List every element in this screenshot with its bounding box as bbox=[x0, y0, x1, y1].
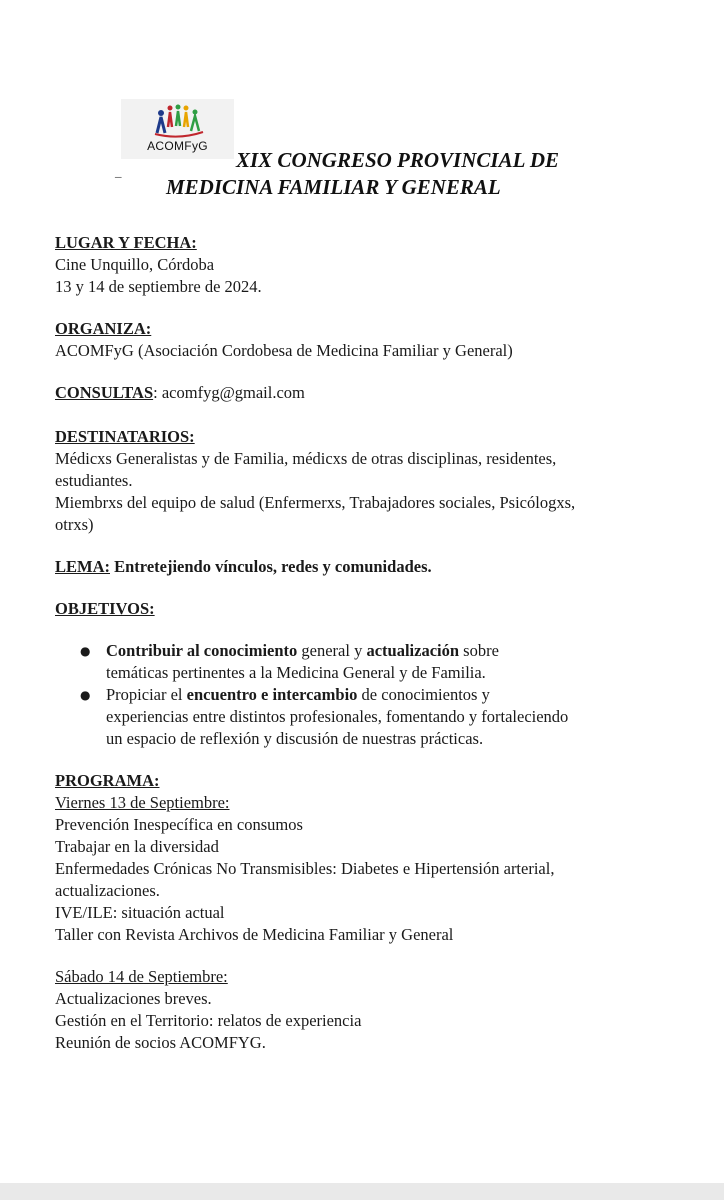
document-title-line1: XIX CONGRESO PROVINCIAL DE bbox=[236, 148, 560, 172]
text: general y bbox=[297, 641, 367, 660]
contact-email: acomfyg@gmail.com bbox=[161, 383, 305, 402]
text-line: Actualizaciones breves. bbox=[55, 989, 212, 1008]
section-objetivos bbox=[55, 598, 695, 750]
section-heading: LEMA: bbox=[55, 557, 110, 576]
separator: : bbox=[153, 383, 162, 402]
section-lugar-fecha bbox=[55, 232, 695, 298]
text-line: actualizaciones. bbox=[55, 881, 160, 900]
day-label: Viernes 13 de Septiembre: bbox=[55, 793, 230, 812]
text-line: ACOMFyG (Asociación Cordobesa de Medicina Familiar y General) bbox=[55, 341, 513, 360]
text-line: Médicxs Generalistas y de Familia, médicxs de otras disciplinas, residentes, bbox=[55, 449, 557, 468]
text: Propiciar el bbox=[106, 685, 187, 704]
section-heading: ORGANIZA: bbox=[55, 319, 152, 338]
title-dash: _ bbox=[115, 164, 122, 179]
logo-text: ACOMFyG bbox=[147, 139, 208, 153]
text-line: estudiantes. bbox=[55, 471, 133, 490]
bullet-icon: ● bbox=[80, 688, 91, 702]
section-heading: LUGAR Y FECHA: bbox=[55, 233, 197, 252]
list-item bbox=[80, 640, 695, 684]
text-line: Miembrxs del equipo de salud (Enfermerxs, Trabajadores sociales, Psicólogxs, bbox=[55, 493, 576, 512]
text-line: otrxs) bbox=[55, 515, 94, 534]
text-line: Prevención Inespecífica en consumos bbox=[55, 815, 303, 834]
bold-text: Contribuir al conocimiento bbox=[106, 641, 298, 660]
section-heading: OBJETIVOS: bbox=[55, 599, 155, 618]
people-figures-icon bbox=[153, 103, 205, 139]
section-consultas bbox=[55, 382, 695, 404]
lema-text: Entretejiendo vínculos, redes y comunidades. bbox=[110, 557, 432, 576]
text-line: un espacio de reflexión y discusión de nuestras prácticas. bbox=[106, 729, 484, 748]
day-label: Sábado 14 de Septiembre: bbox=[55, 967, 228, 986]
objectives-list bbox=[55, 640, 695, 750]
section-destinatarios bbox=[55, 426, 695, 536]
bullet-icon: ● bbox=[80, 644, 91, 658]
text-line: Cine Unquillo, Córdoba bbox=[55, 255, 215, 274]
text-line: temáticas pertinentes a la Medicina General y de Familia. bbox=[106, 663, 486, 682]
acomfyg-logo bbox=[121, 99, 234, 159]
text: de conocimientos y bbox=[357, 685, 490, 704]
text-line: Taller con Revista Archivos de Medicina Familiar y General bbox=[55, 925, 454, 944]
text-line: 13 y 14 de septiembre de 2024. bbox=[55, 277, 262, 296]
text-line: Trabajar en la diversidad bbox=[55, 837, 219, 856]
text-line: Enfermedades Crónicas No Transmisibles: Diabetes e Hipertensión arterial, bbox=[55, 859, 555, 878]
bold-text: actualización bbox=[366, 641, 460, 660]
text-line: Reunión de socios ACOMFYG. bbox=[55, 1033, 266, 1052]
section-lema bbox=[55, 556, 695, 578]
section-heading: CONSULTAS bbox=[55, 383, 154, 402]
section-programa bbox=[55, 770, 695, 1054]
section-heading: DESTINATARIOS: bbox=[55, 427, 195, 446]
document-title-line2: MEDICINA FAMILIAR Y GENERAL bbox=[166, 175, 501, 199]
section-heading: PROGRAMA: bbox=[55, 771, 160, 790]
text: sobre bbox=[459, 641, 499, 660]
text-line: experiencias entre distintos profesionales, fomentando y fortaleciendo bbox=[106, 707, 569, 726]
section-organiza bbox=[55, 318, 695, 362]
text-line: Gestión en el Territorio: relatos de experiencia bbox=[55, 1011, 362, 1030]
bold-text: encuentro e intercambio bbox=[186, 685, 358, 704]
text-line: IVE/ILE: situación actual bbox=[55, 903, 225, 922]
list-item bbox=[80, 684, 695, 750]
document-body bbox=[55, 232, 695, 1054]
